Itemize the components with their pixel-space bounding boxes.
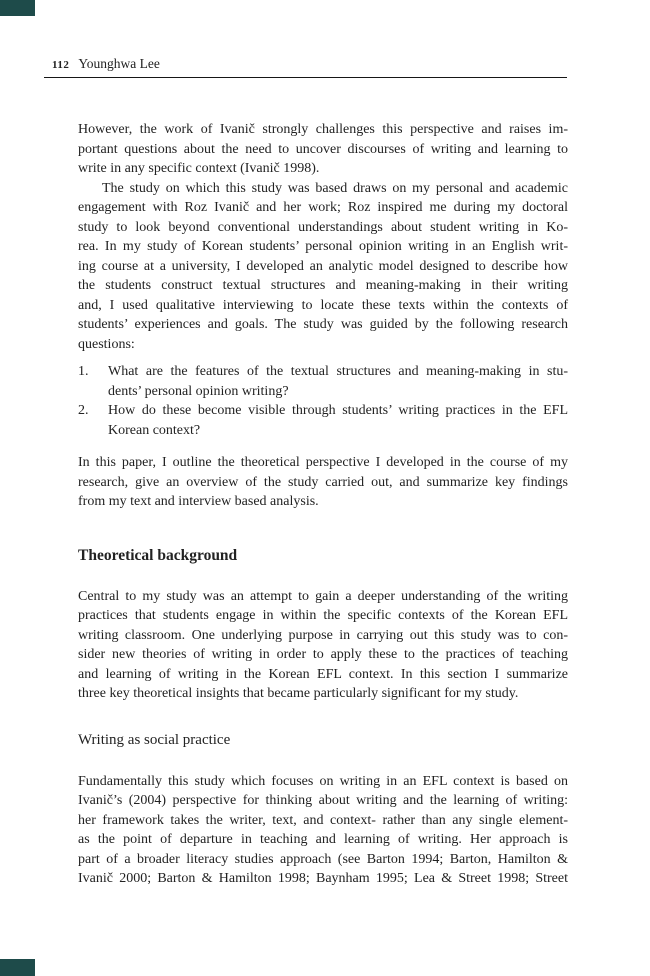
text-line: and, I used qualitative interviewing to locate these texts within the contexts of <box>78 297 568 313</box>
text-line: research, give an overview of the study carried out, and summarize key findings <box>78 474 568 490</box>
list-item-text <box>108 401 568 440</box>
text-line: sider new theories of writing in order to apply these to the practices of teaching <box>78 647 568 662</box>
text-line: ing course at a university, I developed an analytic model designed to describe how <box>78 258 568 274</box>
text-line: study to look beyond conventional understandings about student writing in Ko- <box>78 219 568 235</box>
list-item-text <box>108 362 568 401</box>
text-line: In this paper, I outline the theoretical perspective I developed in the course of my <box>78 455 568 470</box>
text-line: Ivanič’s (2004) perspective for thinking about writing and the learning of writing: <box>78 793 568 808</box>
paragraph <box>78 772 568 889</box>
text-line: and learning of writing in the Korean EFL context. In this section I summarize <box>78 666 568 682</box>
text-line: writing classroom. One underlying purpose in carrying out this study was to con- <box>78 627 568 643</box>
list-item <box>78 362 568 401</box>
text-line: The study on which this study was based draws on my personal and academic <box>102 180 568 196</box>
list-item <box>78 401 568 440</box>
text-line: her framework takes the writer, text, and context- rather than any single element- <box>78 812 568 828</box>
text-line: write in any specific context (Ivanič 1998). <box>78 161 320 176</box>
list-item-number: 1. <box>78 364 89 379</box>
text-line: Central to my study was an attempt to gain a deeper understanding of the writing <box>78 588 568 604</box>
text-line: However, the work of Ivanič strongly challenges this perspective and raises im- <box>78 122 568 137</box>
text-line: Fundamentally this study which focuses on writing in an EFL context is based on <box>78 773 568 789</box>
page-corner-mark-top <box>0 0 35 16</box>
text-line: What are the features of the textual structures and meaning-making in stu- <box>108 364 568 379</box>
running-head-author: Younghwa Lee <box>78 56 160 71</box>
text-line: Ivanič 2000; Barton & Hamilton 1998; Baynham 1995; Lea & Street 1998; Street <box>78 871 568 886</box>
paragraph <box>78 587 568 704</box>
page-number: 112 <box>52 59 70 71</box>
body-text-column <box>78 120 568 889</box>
text-line: three key theoretical insights that became particularly significant for my study. <box>78 686 519 701</box>
text-line: engagement with Roz Ivanič and her work; Roz inspired me during my doctoral <box>78 200 568 215</box>
running-header <box>44 56 567 78</box>
text-line: the students construct textual structures and meaning-making in their writing <box>78 278 568 293</box>
subsection-heading: Writing as social practice <box>78 731 231 748</box>
research-questions-list <box>78 362 568 440</box>
text-line: rea. In my study of Korean students’ personal opinion writing in an English writ- <box>78 239 568 254</box>
paragraph <box>78 179 568 355</box>
list-item-number: 2. <box>78 403 89 418</box>
text-line: questions: <box>78 336 135 352</box>
page-corner-mark-bottom <box>0 959 35 976</box>
text-line: Korean context? <box>108 422 201 438</box>
text-line: practices that students engage in within the specific contexts of the Korean EFL <box>78 608 568 623</box>
text-line: from my text and interview based analysis. <box>78 494 319 509</box>
text-line: How do these become visible through students’ writing practices in the EFL <box>108 403 568 418</box>
text-line: portant questions about the need to uncover discourses of writing and learning to <box>78 141 568 157</box>
text-line: dents’ personal opinion writing? <box>108 383 289 399</box>
paragraph <box>78 453 568 512</box>
text-line: as the point of departure in teaching and learning of writing. Her approach is <box>78 832 568 847</box>
text-line: part of a broader literacy studies approach (see Barton 1994; Barton, Hamilton & <box>78 851 568 867</box>
section-heading: Theoretical background <box>78 546 238 564</box>
paragraph <box>78 120 568 179</box>
text-line: students’ experiences and goals. The study was guided by the following research <box>78 317 568 332</box>
